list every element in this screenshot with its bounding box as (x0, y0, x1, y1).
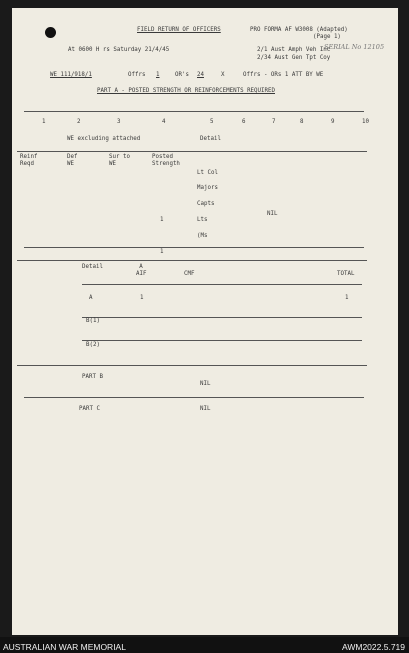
sur-to-we-header: Sur to WE (109, 154, 130, 168)
rule (17, 365, 367, 366)
rule (24, 111, 364, 112)
reinf-reqd-header: Reinf Reqd (20, 154, 38, 168)
col-number: 1 (42, 119, 46, 125)
part-b-value: NIL (200, 381, 211, 387)
col-number: 2 (77, 119, 81, 125)
row-a-label: A (89, 295, 93, 301)
rule (24, 397, 364, 398)
row-a-total: 1 (345, 295, 349, 301)
row-a-aif: 1 (140, 295, 144, 301)
part-b-label: PART B (82, 374, 103, 380)
col-number: 7 (272, 119, 276, 125)
aif-header: A AIF (136, 264, 147, 278)
ors-label: OR's (175, 72, 189, 78)
row-b2-label: B(2) (86, 342, 100, 348)
part-a-title: PART A - POSTED STRENGTH OR REINFORCEMENTS REQUIRED (97, 88, 275, 94)
rank-majors: Majors (197, 185, 218, 191)
page-number: (Page 1) (313, 34, 341, 40)
serial-number: SERIAL No 12105 (324, 43, 385, 51)
rule (82, 340, 362, 341)
nil-part-a: NIL (267, 211, 278, 217)
row-b1-label: B(1) (86, 318, 100, 324)
col-number: 9 (331, 119, 335, 125)
part-c-label: PART C (79, 406, 100, 412)
ors-value: 24 (197, 72, 204, 78)
offrs-value: 1 (156, 72, 160, 78)
total-header: TOTAL (337, 271, 355, 277)
punch-hole (45, 27, 56, 38)
unit-1: 2/1 Aust Amph Veh Inc (257, 47, 331, 53)
col-number: 6 (242, 119, 246, 125)
unit-2: 2/34 Aust Gen Tpt Coy (257, 55, 331, 61)
rank-qms: (Ms (197, 233, 208, 239)
posted-total: 1 (160, 249, 164, 255)
rule (82, 284, 362, 285)
def-we-header: Def WE (67, 154, 78, 168)
we-reference: WE 111/918/1 (50, 72, 92, 78)
posted-strength-header: Posted Strength (152, 154, 180, 168)
lts-value: 1 (160, 217, 164, 223)
col-number: 5 (210, 119, 214, 125)
time-line: At 0600 H rs Saturday 21/4/45 (68, 47, 170, 53)
part-c-value: NIL (200, 406, 211, 412)
document-title: FIELD RETURN OF OFFICERS (137, 27, 221, 33)
offrs-ors-att: Offrs - ORs 1 ATT BY WE (243, 72, 324, 78)
rule (24, 247, 364, 248)
rank-capts: Capts (197, 201, 215, 207)
rule (17, 260, 367, 261)
offrs-label: Offrs (128, 72, 146, 78)
col-number: 4 (162, 119, 166, 125)
col-number: 3 (117, 119, 121, 125)
col-number: 8 (300, 119, 304, 125)
rule (82, 317, 362, 318)
detail-header: Detail (82, 264, 103, 270)
col-number: 10 (362, 119, 369, 125)
pro-forma: PRO FORMA AF W3008 (Adapted) (250, 27, 348, 33)
footer-institution: AUSTRALIAN WAR MEMORIAL (3, 642, 126, 652)
rule (17, 151, 367, 152)
we-excluding-attached: WE excluding attached (67, 136, 141, 142)
rank-lts: Lts (197, 217, 208, 223)
footer-bar (0, 637, 409, 653)
detail-label: Detail (200, 136, 221, 142)
document-page (12, 8, 398, 635)
cmf-header: CMF (184, 271, 195, 277)
footer-accession-number: AWM2022.5.719 (342, 642, 405, 652)
x-mark: X (221, 72, 225, 78)
rank-lt-col: Lt Col (197, 170, 218, 176)
